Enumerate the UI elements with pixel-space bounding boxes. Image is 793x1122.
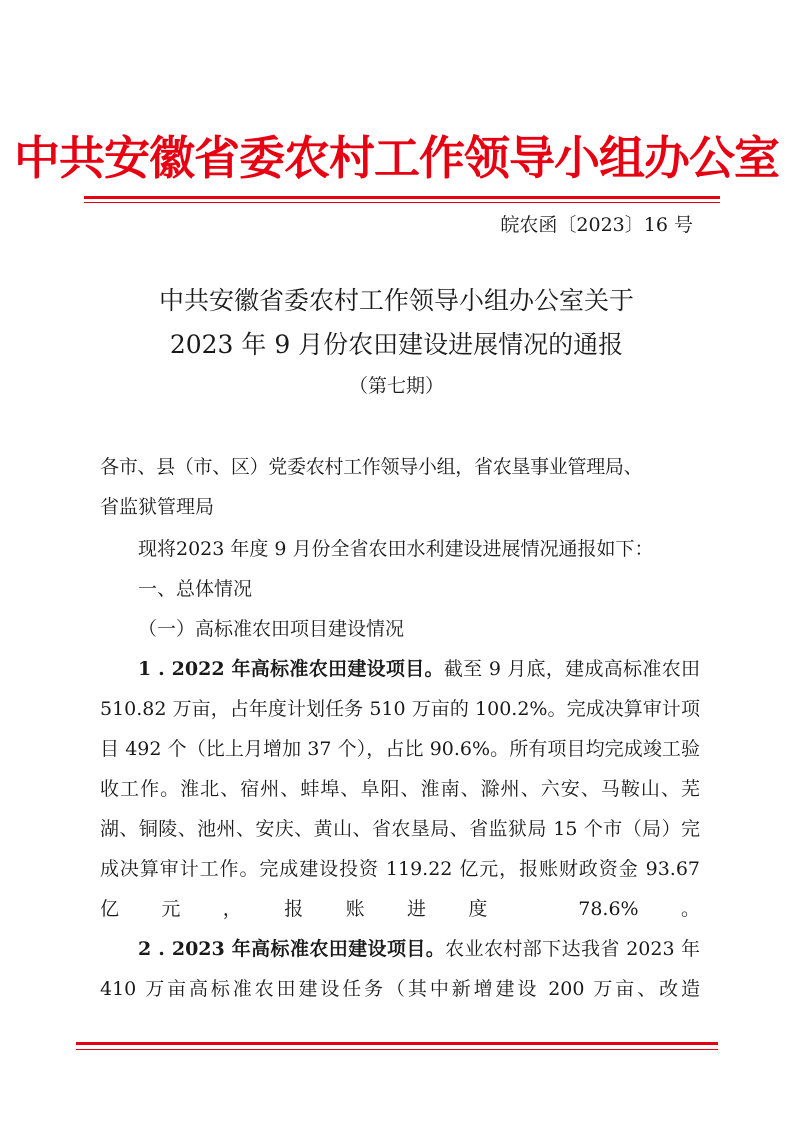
masthead-title: 中共安徽省委农村工作领导小组办公室: [14, 131, 779, 185]
header-rule-thick: [84, 196, 720, 199]
item-1-text: 截至 9 月底，建成高标准农田 510.82 万亩，占年度计划任务 510 万亩的 100.2%。完成决算审计项目 492 个（比上月增加 37 个），占比 90.6%。所有项目均完成竣工验收工作。淮北、宿州、蚌埠、阜阳、淮南、滁州、六安、马鞍山、芜湖、铜陵、池州、安庆、黄山、省农垦局、省监狱局 15 个市（局）完成决算审计工作。完成建设投资 119.22 亿元，报账财政资金 93.67 亿元，报账进度 78.6%。: [100, 658, 701, 920]
item-2-text: 农业农村部下达我省 2023 年 410 万亩高标准农田建设任务（其中新增建设 200 万亩、改造: [100, 938, 701, 1000]
recipients-line-2: 省监狱管理局: [100, 496, 215, 518]
item-2-paragraph: [100, 929, 700, 1009]
document-number: 皖农函〔2023〕16 号: [500, 214, 693, 236]
item-2-heading: 2 . 2023 年高标准农田建设项目。: [138, 938, 446, 960]
section-heading-overview: 一、总体情况: [138, 578, 253, 600]
issue-number: （第七期）: [348, 375, 444, 397]
item-1-paragraph: [100, 649, 700, 929]
intro-paragraph: 现将2023 年度 9 月份全省农田水利建设进展情况通报如下：: [138, 538, 654, 560]
footer-rule-thick: [76, 1042, 718, 1045]
footer-rule-thin: [76, 1049, 718, 1050]
subsection-heading-farmland: （一）高标准农田项目建设情况: [138, 618, 405, 640]
document-title-line-1: 中共安徽省委农村工作领导小组办公室关于: [158, 286, 634, 315]
header-rule-thin: [84, 202, 720, 203]
document-title-line-2: 2023 年 9 月份农田建设进展情况的通报: [169, 330, 624, 359]
recipients-line-1: 各市、县（市、区）党委农村工作领导小组，省农垦事业管理局、: [100, 456, 643, 478]
item-1-heading: 1 . 2022 年高标准农田建设项目。: [138, 658, 444, 680]
